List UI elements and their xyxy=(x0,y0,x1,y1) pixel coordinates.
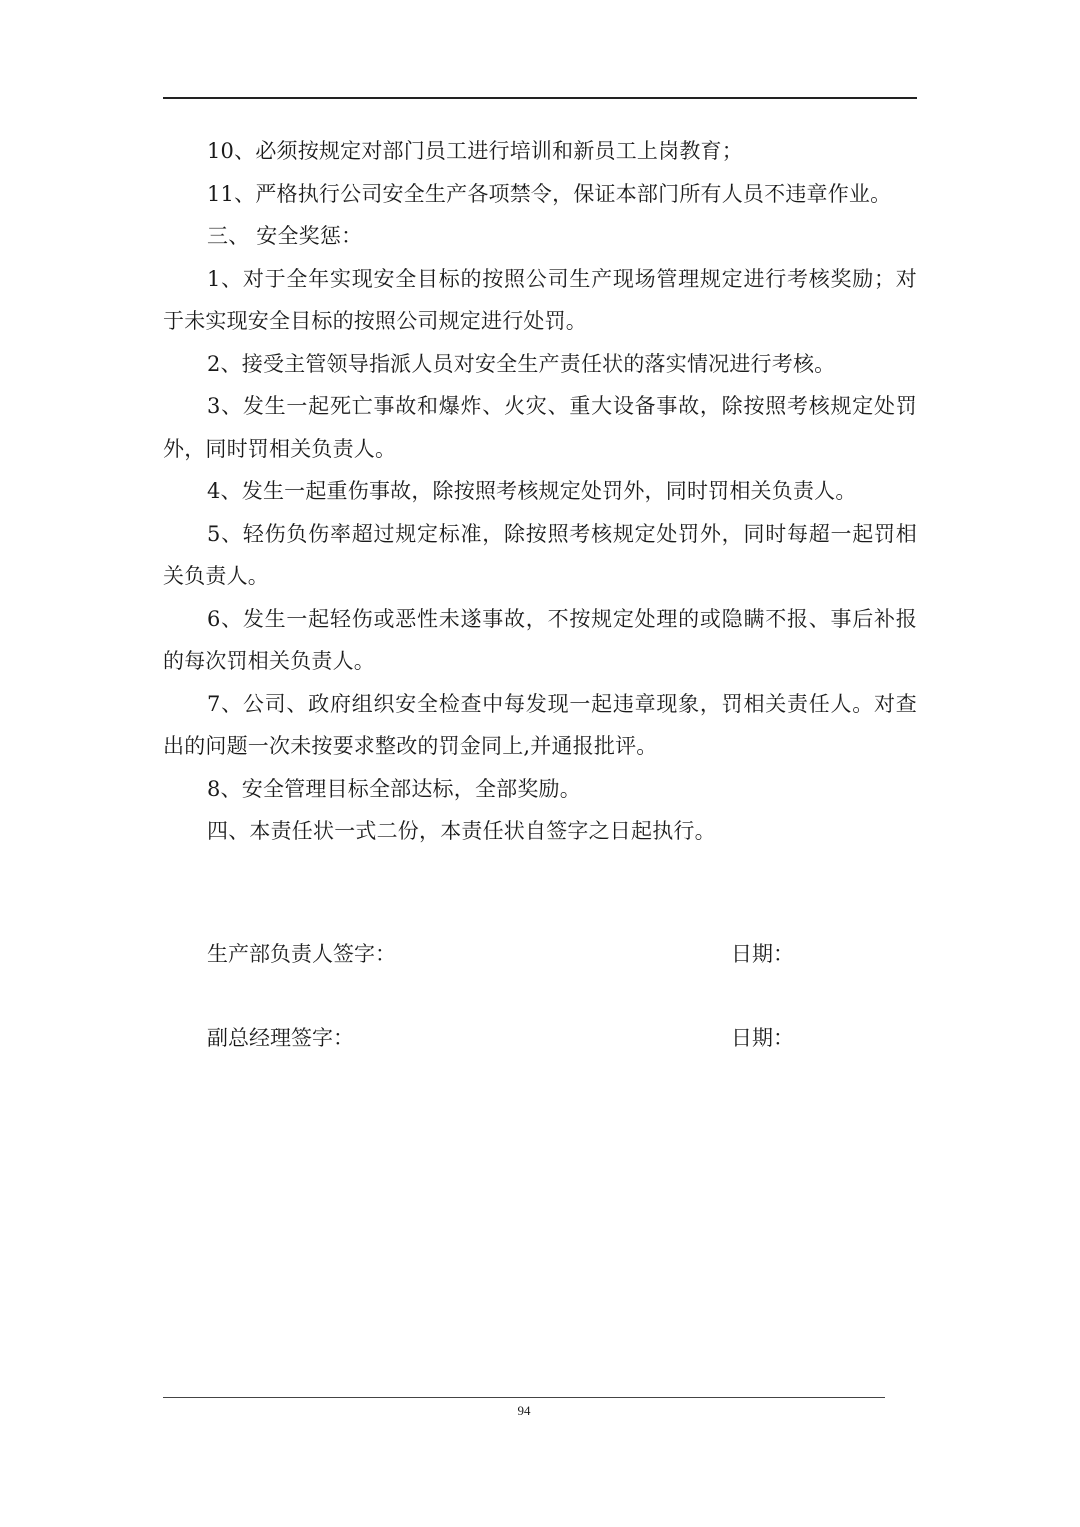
deputy-manager-signature-label: 副总经理签字： xyxy=(207,1026,354,1050)
paragraph-reward-8: 8、安全管理目标全部达标，全部奖励。 xyxy=(207,776,581,801)
paragraph-item-10: 10、必须按规定对部门员工进行培训和新员工上岗教育； xyxy=(207,139,743,163)
paragraph-reward-3: 3、发生一起死亡事故和爆炸、火灾、重大设备事故，除按照考核规定处罚外，同时罚相关负责人。 xyxy=(163,394,917,461)
footer-divider xyxy=(163,1397,885,1398)
paragraph-reward-4: 4、发生一起重伤事故，除按照考核规定处罚外，同时罚相关负责人。 xyxy=(207,479,857,503)
deputy-manager-date-label: 日期： xyxy=(731,1026,794,1050)
paragraph-reward-2: 2、接受主管领导指派人员对安全生产责任状的落实情况进行考核。 xyxy=(207,351,836,376)
production-head-signature-label: 生产部负责人签字： xyxy=(207,942,396,966)
section-heading-execution: 四、本责任状一式二份，本责任状自签字之日起执行。 xyxy=(207,819,716,843)
page-number: 94 xyxy=(517,1403,531,1418)
paragraph-reward-1: 1、对于全年实现安全目标的按照公司生产现场管理规定进行考核奖励；对于未实现安全目标的按照公司规定进行处罚。 xyxy=(163,266,917,333)
production-head-date-label: 日期： xyxy=(731,942,794,966)
paragraph-reward-7: 7、公司、政府组织安全检查中每发现一起违章现象，罚相关责任人。对查出的问题一次未按要求整改的罚金同上,并通报批评。 xyxy=(163,691,917,758)
section-heading-rewards-penalties: 三、 安全奖惩： xyxy=(207,224,363,248)
header-divider xyxy=(163,97,917,99)
paragraph-item-11: 11、严格执行公司安全生产各项禁令，保证本部门所有人员不违章作业。 xyxy=(207,181,892,206)
signature-row-deputy xyxy=(163,1022,917,1062)
paragraph-reward-6: 6、发生一起轻伤或恶性未遂事故，不按规定处理的或隐瞒不报、事后补报的每次罚相关负责人。 xyxy=(163,606,917,673)
signature-row-production xyxy=(163,938,917,978)
paragraph-reward-5: 5、轻伤负伤率超过规定标准，除按照考核规定处罚外，同时每超一起罚相关负责人。 xyxy=(163,521,917,588)
document-body xyxy=(163,130,917,853)
